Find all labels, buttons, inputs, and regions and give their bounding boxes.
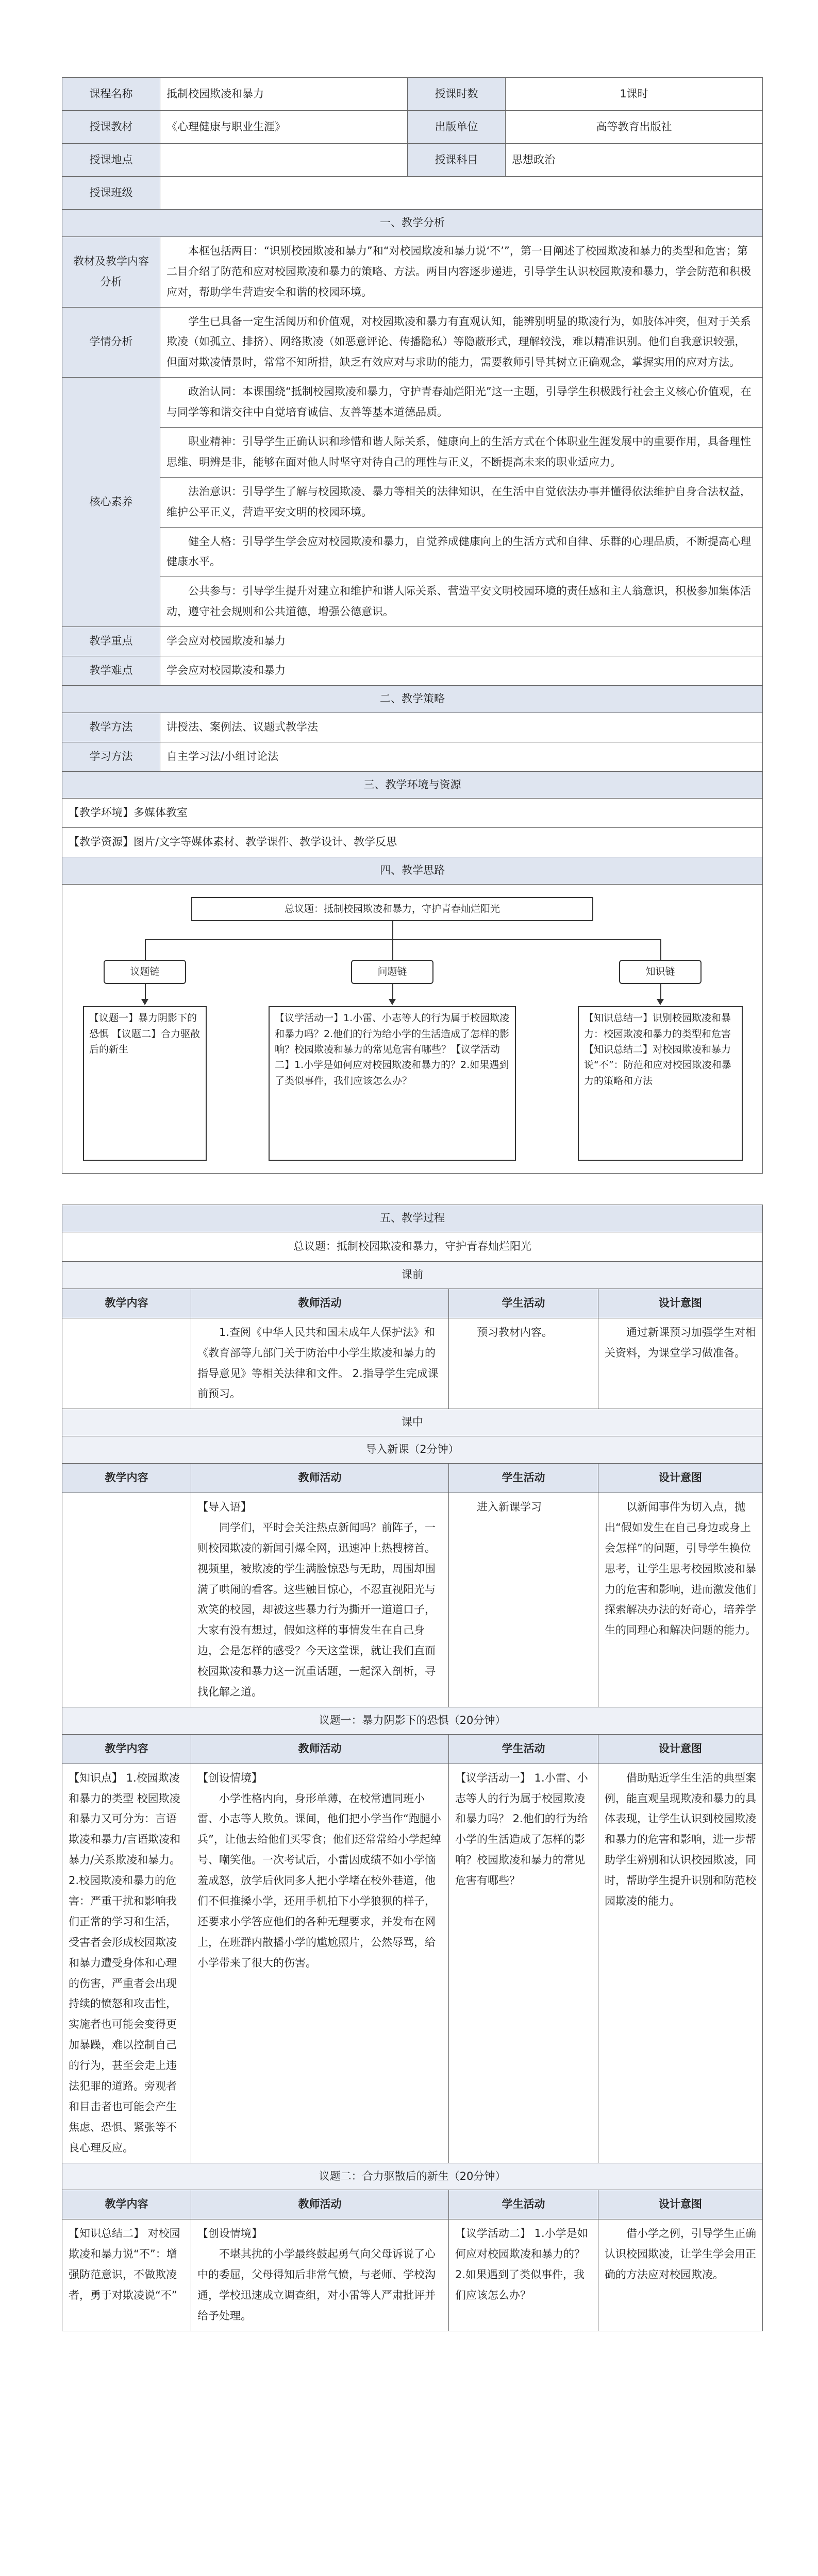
arrow-icon (141, 999, 148, 1005)
header-intent: 设计意图 (598, 1464, 763, 1493)
res-line: 【教学资源】图片/文字等媒体素材、教学课件、教学设计、教学反思 (62, 828, 763, 857)
header-teacher: 教师活动 (191, 2190, 449, 2219)
core-p1: 政治认同：本课围绕“抵制校园欺凌和暴力，守护青春灿烂阳光”这一主题，引导学生积极践行社会主义核心价值观，在与同学等和谐交往中自觉培育诚信、友善等基本道德品质。 (160, 378, 763, 428)
intro-teacher-head: 【导入语】 (197, 1500, 252, 1513)
strategy-title: 二、教学策略 (62, 685, 763, 713)
class-label: 授课班级 (62, 177, 160, 210)
topic1-title: 议题一：暴力阴影下的恐惧（20分钟） (62, 1707, 763, 1734)
basic-info-table (62, 77, 763, 1174)
knowledge-chain-box: 【知识总结一】识别校园欺凌和暴力：校园欺凌和暴力的类型和危害 【知识总结二】对校园欺凌和暴力说“不”：防范和应对校园欺凌和暴力的策略和方法 (578, 1006, 743, 1161)
method-text: 讲授法、案例法、议题式教学法 (160, 713, 763, 742)
subject-label: 授课科目 (408, 144, 506, 177)
arrow-icon (389, 999, 396, 1005)
analysis-title: 一、教学分析 (62, 210, 763, 237)
idea-diagram-cell (62, 885, 763, 1174)
topic1-teacher: 小学性格内向，身形单薄，在校常遭同班小雷、小志等人欺负。课间，他们把小学当作“跑腿小兵”，让他去给他们买零食；他们还常常给小学起绰号、嘲笑他。一次考试后，小雷因成绩不如小学恼羞成怒，放学后伙同多人把小学堵在校外巷道，他们不但推搡小学，还用手机拍下小学狼狈的样子，还要求小学答应他们的各种无理要求，并发布在网上，在班群内散播小学的尴尬照片，公然辱骂，给小学带来了很大的伤害。 (197, 1792, 441, 1969)
chain-label-topic: 议题链 (104, 960, 186, 984)
process-theme: 总议题：抵制校园欺凌和暴力，守护青春灿烂阳光 (62, 1232, 763, 1262)
difficult-label: 教学难点 (62, 656, 160, 686)
idea-title: 四、教学思路 (62, 857, 763, 885)
student-label: 学情分析 (62, 307, 160, 378)
diagram-connector (145, 939, 660, 940)
header-student: 学生活动 (449, 2190, 598, 2219)
topic1-intent: 借助贴近学生生活的典型案例，能直观呈现欺凌和暴力的具体表现，让学生认识到校园欺凌和暴力的危害和影响，进一步帮助学生辨别和认识校园欺凌，同时，帮助学生提升识别和防范校园欺凌的能力。 (598, 1764, 763, 2163)
topic1-content: 【知识点】 1.校园欺凌和暴力的类型 校园欺凌和暴力又可分为：言语欺凌和暴力/言语欺凌和暴力/关系欺凌和暴力。 2.校园欺凌和暴力的危害：严重干扰和影响我们正常的学习和生活，受害者会形成校园欺凌和暴力遭受身体和心理的伤害，严重者会出现持续的愤怒和攻击性，实施者也可能会变得更加暴躁，难以控制自己的行为，甚至会走上违法犯罪的道路。旁观者和目击者也可能会产生焦虑、恐惧、紧张等不良心理反应。 (62, 1764, 191, 2163)
arrow-icon (657, 999, 664, 1005)
header-content: 教学内容 (62, 2190, 191, 2219)
hours-value: 1课时 (506, 78, 763, 111)
intro-title: 导入新课（2分钟） (62, 1436, 763, 1464)
content-text: 本框包括两目：“识别校园欺凌和暴力”和“对校园欺凌和暴力说‘不’”，第一目阐述了校园欺凌和暴力的类型和危害；第二目介绍了防范和应对校园欺凌和暴力的策略、方法。两目内容逐步递进，引导学生认识校园欺凌和暴力，学会防范和积极应对，帮助学生营造安全和谐的校园环境。 (160, 236, 763, 307)
header-content: 教学内容 (62, 1289, 191, 1318)
topic1-student: 【议学活动一】 1.小雷、小志等人的行为属于校园欺凌和暴力吗？ 2.他们的行为给小学的生活造成了怎样的影响？校园欺凌和暴力的常见危害有哪些？ (449, 1764, 598, 2163)
difficult-text: 学会应对校园欺凌和暴力 (160, 656, 763, 686)
topic1-teacher-cell (191, 1764, 449, 2163)
diagram-connector (145, 939, 146, 960)
pre-student: 预习教材内容。 (449, 1318, 598, 1409)
pre-content (62, 1318, 191, 1409)
pre-intent: 通过新课预习加强学生对相关资料，为课堂学习做准备。 (598, 1318, 763, 1409)
topic2-teacher-cell (191, 2219, 449, 2331)
diagram-connector (660, 984, 661, 999)
header-teacher: 教师活动 (191, 1289, 449, 1318)
textbook-value: 《心理健康与职业生涯》 (160, 111, 408, 144)
method-label: 教学方法 (62, 713, 160, 742)
core-p4: 健全人格：引导学生学会应对校园欺凌和暴力，自觉养成健康向上的生活方式和自律、乐群的心理品质，不断提高心理健康水平。 (160, 527, 763, 577)
pre-teacher: 1.查阅《中华人民共和国未成年人保护法》和《教育部等九部门关于防治中小学生欺凌和暴力的指导意见》等相关法律和文件。 2.指导学生完成课前预习。 (191, 1318, 449, 1409)
question-chain-box: 【议学活动一】1.小雷、小志等人的行为属于校园欺凌和暴力吗？2.他们的行为给小学的生活造成了怎样的影响？校园欺凌和暴力的常见危害有哪些？【议学活动二】1.小学是如何应对校园欺凌和暴力的？2.如果遇到了类似事件，我们应该怎么办？ (269, 1006, 516, 1161)
topic2-content: 【知识总结二】 对校园欺凌和暴力说“不”：增强防范意识，不做欺凌者，勇于对欺凌说“不” (62, 2219, 191, 2331)
hours-label: 授课时数 (408, 78, 506, 111)
diagram-connector (392, 984, 393, 999)
topic2-title: 议题二：合力驱散后的新生（20分钟） (62, 2163, 763, 2190)
core-p3: 法治意识：引导学生了解与校园欺凌、暴力等相关的法律知识，在生活中自觉依法办事并懂得依法维护自身合法权益，维护公平正义，营造平安文明的校园环境。 (160, 477, 763, 527)
diagram-connector (392, 921, 393, 939)
learn-label: 学习方法 (62, 742, 160, 771)
core-p2: 职业精神：引导学生正确认识和珍惜和谐人际关系，健康向上的生活方式在个体职业生涯发展中的重要作用，具备理性思维、明辨是非，能够在面对他人时坚守对待自己的理性与正义，不断提高未来的职业适应力。 (160, 428, 763, 478)
topic2-teacher: 不堪其扰的小学最终鼓起勇气向父母诉说了心中的委屈，父母得知后非常气愤，与老师、学校沟通，学校迅速成立调查组，对小雷等人严肃批评并给予处理。 (197, 2248, 436, 2322)
header-content: 教学内容 (62, 1464, 191, 1493)
topic-chain-box: 【议题一】暴力阴影下的恐惧 【议题二】合力驱散后的新生 (83, 1006, 207, 1161)
environment-title: 三、教学环境与资源 (62, 771, 763, 799)
topic2-teacher-head: 【创设情境】 (197, 2227, 262, 2240)
key-text: 学会应对校园欺凌和暴力 (160, 627, 763, 656)
intro-content (62, 1493, 191, 1707)
env-line: 【教学环境】多媒体教室 (62, 799, 763, 828)
content-label: 教材及教学内容分析 (62, 236, 160, 307)
course-value: 抵制校园欺凌和暴力 (160, 78, 408, 111)
intro-teacher: 同学们，平时会关注热点新闻吗？前阵子，一则校园欺凌的新闻引爆全网，迅速冲上热搜榜首。视频里，被欺凌的学生满脸惊恐与无助，周围却围满了哄闹的看客。这些触目惊心，不忍直视阳光与欢笑的校园，却被这些暴力行为撕开一道道口子，大家有没有想过，假如这样的事情发生在自己身边，会是怎样的感受？今天这堂课，就让我们直面校园欺凌和暴力这一沉重话题，一起深入剖析，寻找化解之道。 (197, 1521, 436, 1698)
pre-class-title: 课前 (62, 1261, 763, 1289)
place-label: 授课地点 (62, 144, 160, 177)
chain-label-knowledge: 知识链 (619, 960, 702, 984)
core-p5: 公共参与：引导学生提升对建立和维护和谐人际关系、营造平安文明校园环境的责任感和主人翁意识，积极参加集体活动，遵守社会规则和公共道德，增强公德意识。 (160, 577, 763, 627)
header-content: 教学内容 (62, 1734, 191, 1764)
process-title: 五、教学过程 (62, 1205, 763, 1232)
header-teacher: 教师活动 (191, 1734, 449, 1764)
subject-value: 思想政治 (506, 144, 763, 177)
header-intent: 设计意图 (598, 2190, 763, 2219)
process-table (62, 1205, 763, 2331)
header-student: 学生活动 (449, 1289, 598, 1318)
topic2-intent: 借小学之例，引导学生正确认识校园欺凌，让学生学会用正确的方法应对校园欺凌。 (598, 2219, 763, 2331)
place-value (160, 144, 408, 177)
course-label: 课程名称 (62, 78, 160, 111)
publisher-value: 高等教育出版社 (506, 111, 763, 144)
diagram-connector (145, 984, 146, 999)
core-label: 核心素养 (62, 378, 160, 627)
topic2-student: 【议学活动二】 1.小学是如何应对校园欺凌和暴力的？ 2.如果遇到了类似事件，我们应该怎么办？ (449, 2219, 598, 2331)
diagram-connector (392, 939, 393, 960)
chain-label-question: 问题链 (351, 960, 433, 984)
header-student: 学生活动 (449, 1464, 598, 1493)
header-student: 学生活动 (449, 1734, 598, 1764)
intro-intent: 以新闻事件为切入点，抛出“假如发生在自己身边或身上会怎样”的问题，引导学生换位思考，让学生思考校园欺凌和暴力的危害和影响，进而激发他们探索解决办法的好奇心，培养学生的同理心和解决问题的能力。 (598, 1493, 763, 1707)
intro-teacher-cell (191, 1493, 449, 1707)
textbook-label: 授课教材 (62, 111, 160, 144)
idea-diagram (62, 885, 762, 1173)
key-label: 教学重点 (62, 627, 160, 656)
intro-student: 进入新课学习 (449, 1493, 598, 1707)
diagram-theme: 总议题：抵制校园欺凌和暴力，守护青春灿烂阳光 (191, 897, 593, 921)
class-value (160, 177, 763, 210)
header-intent: 设计意图 (598, 1289, 763, 1318)
publisher-label: 出版单位 (408, 111, 506, 144)
header-intent: 设计意图 (598, 1734, 763, 1764)
topic1-teacher-head: 【创设情境】 (197, 1771, 262, 1784)
diagram-connector (660, 939, 661, 960)
student-text: 学生已具备一定生活阅历和价值观，对校园欺凌和暴力有直观认知，能辨别明显的欺凌行为，如肢体冲突，但对于关系欺凌（如孤立、排挤）、网络欺凌（如恶意评论、传播隐私）等隐蔽形式，理解较浅，难以精准识别。他们自我意识较强，但面对欺凌情景时，常常不知所措，缺乏有效应对与求助的能力，需要教师引导其树立正确观念，掌握实用的应对方法。 (160, 307, 763, 378)
learn-text: 自主学习法/小组讨论法 (160, 742, 763, 771)
header-teacher: 教师活动 (191, 1464, 449, 1493)
lesson-plan (62, 77, 763, 2331)
in-class-title: 课中 (62, 1409, 763, 1436)
